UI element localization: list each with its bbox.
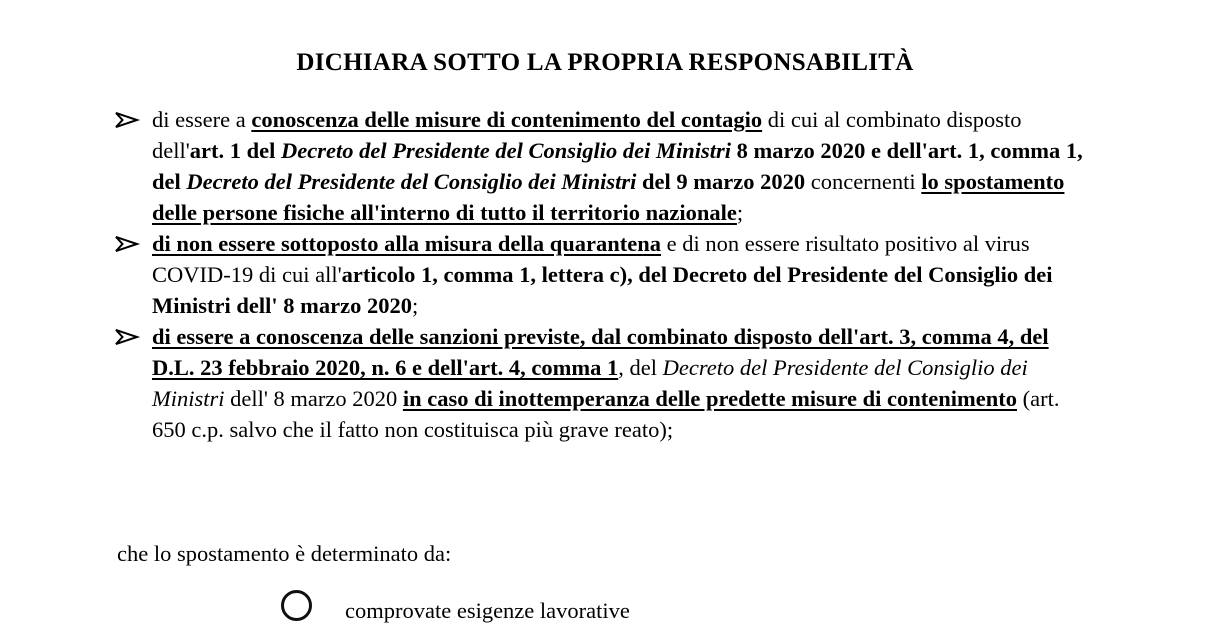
list-item-text [152,231,1053,318]
list-item [114,321,1090,445]
text-run: Decreto del Presidente del Consiglio dei Ministri [186,169,637,194]
text-run: art. 1 del [189,138,282,163]
list-item [114,228,1090,321]
text-run: di cui al combinato disposto dell' [152,107,1022,163]
text-run: di essere a [152,107,252,132]
list-item-text [152,324,1060,442]
arrowhead-bullet-icon [114,235,139,253]
text-run: concernenti [805,169,922,194]
text-run: lo spostamento delle persone fisiche all'interno di tutto il territorio nazionale [152,169,1065,225]
text-run: del 9 marzo 2020 [636,169,806,194]
list-item-text [152,107,1083,225]
text-run: conoscenza delle misure di contenimento del contagio [251,107,763,132]
text-run: ; [411,293,419,318]
text-run: Decreto del Presidente del Consiglio dei Ministri [281,138,732,163]
text-run: (art. 650 c.p. salvo che il fatto non costituisca più grave reato); [152,386,1060,442]
closing-line: che lo spostamento è determinato da: [117,541,452,566]
text-run: di non essere sottoposto alla misura della quarantena [152,231,661,256]
arrowhead-bullet-icon [114,328,139,346]
arrowhead-bullet-icon [114,111,139,129]
text-run: 8 marzo 2020 e dell'art. 1, comma 1, del [152,138,1083,194]
text-run: ; [736,200,744,225]
option-radio-circle[interactable] [281,590,312,621]
text-run: dell' 8 marzo 2020 [224,386,403,411]
list-item [114,104,1090,228]
text-run: Decreto del Presidente del Consiglio dei Ministri [152,355,1028,411]
declaration-list [114,104,1090,445]
document-title: DICHIARA SOTTO LA PROPRIA RESPONSABILITÀ [296,49,914,76]
text-run: articolo 1, comma 1, lettera c), del Decreto del Presidente del Consiglio dei Ministri dell' 8 marzo 2020 [152,262,1053,318]
text-run: e di non essere risultato positivo al virus COVID-19 di cui all' [152,231,1030,287]
text-run: di essere a conoscenza delle sanzioni previste, dal combinato disposto dell'art. 3, comma 4, del D.L. 23 febbraio 2020, n. 6 e dell'art. 4, comma 1 [152,324,1049,380]
option-label: comprovate esigenze lavorative [345,598,630,623]
text-run: in caso di inottemperanza delle predette misure di contenimento [402,386,1018,411]
text-run: , del [618,355,663,380]
